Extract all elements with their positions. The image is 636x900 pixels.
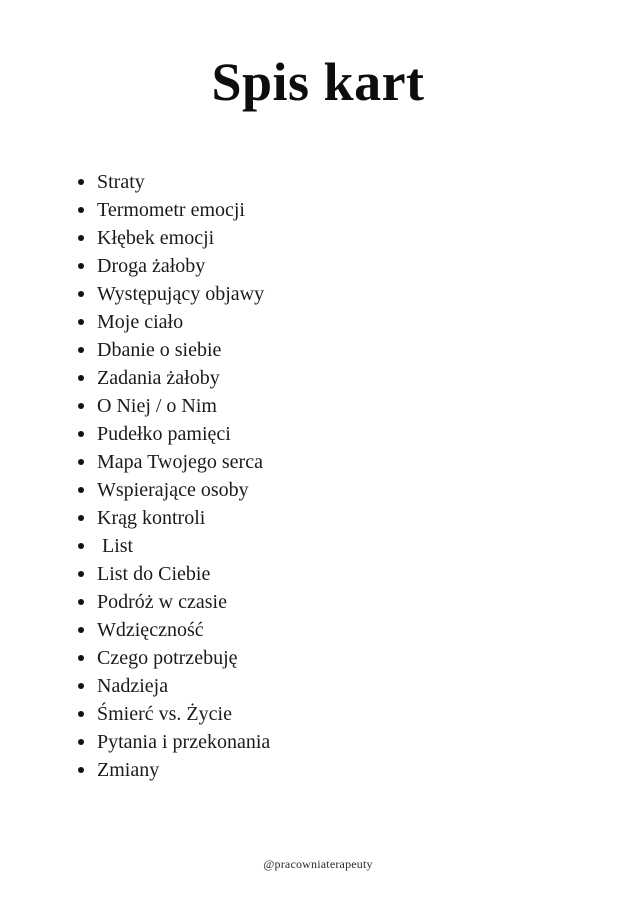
list-item-label: Czego potrzebuję [97, 646, 238, 669]
bullet-icon [78, 599, 84, 605]
bullet-icon [78, 459, 84, 465]
list-item [78, 476, 596, 504]
bullet-icon [78, 431, 84, 437]
list-item [78, 420, 596, 448]
bullet-icon [78, 767, 84, 773]
list-item-label: Droga żałoby [97, 254, 206, 277]
list-item [78, 196, 596, 224]
list-item-label: Pudełko pamięci [97, 422, 231, 445]
list-item [78, 700, 596, 728]
list-item-label: Śmierć vs. Życie [97, 702, 232, 725]
list-item-label: Termometr emocji [97, 198, 245, 221]
bullet-icon [78, 739, 84, 745]
list-item-label: Straty [97, 170, 145, 193]
list-item-label: Wspierające osoby [97, 478, 249, 501]
list-item [78, 280, 596, 308]
bullet-icon [78, 403, 84, 409]
list-item [78, 532, 596, 560]
list-item-label: Mapa Twojego serca [97, 450, 263, 473]
list-item [78, 504, 596, 532]
list-item-label: List [97, 534, 134, 557]
list-item [78, 756, 596, 784]
list-item-label: Wdzięczność [97, 618, 204, 641]
bullet-icon [78, 291, 84, 297]
bullet-icon [78, 655, 84, 661]
list-item [78, 308, 596, 336]
list-item [78, 448, 596, 476]
list-item [78, 560, 596, 588]
list-item-label: Krąg kontroli [97, 506, 206, 529]
bullet-icon [78, 263, 84, 269]
list-item-label: Zmiany [97, 758, 160, 781]
list-item [78, 392, 596, 420]
list-item-label: O Niej / o Nim [97, 394, 217, 417]
list-item [78, 588, 596, 616]
list-item [78, 728, 596, 756]
bullet-icon [78, 487, 84, 493]
bullet-icon [78, 515, 84, 521]
list-item-label: Kłębek emocji [97, 226, 215, 249]
bullet-icon [78, 235, 84, 241]
list-item [78, 672, 596, 700]
bullet-icon [78, 319, 84, 325]
list-item-label: Podróż w czasie [97, 590, 227, 613]
bullet-icon [78, 571, 84, 577]
list-item [78, 616, 596, 644]
bullet-icon [78, 543, 84, 549]
list-item-label: Dbanie o siebie [97, 338, 222, 361]
bullet-icon [78, 627, 84, 633]
bullet-icon [78, 347, 84, 353]
list-item [78, 364, 596, 392]
bullet-icon [78, 207, 84, 213]
page-title: Spis kart [211, 52, 425, 112]
bullet-icon [78, 683, 84, 689]
list-item [78, 644, 596, 672]
list-item-label: Nadzieja [97, 674, 169, 697]
list-item-label: Pytania i przekonania [97, 730, 271, 753]
list-item-label: Zadania żałoby [97, 366, 220, 389]
list-item [78, 336, 596, 364]
list-item-label: List do Ciebie [97, 562, 211, 585]
list-item-label: Moje ciało [97, 310, 184, 333]
bullet-icon [78, 375, 84, 381]
bullet-icon [78, 711, 84, 717]
list-item-label: Występujący objawy [97, 282, 265, 305]
card-list [78, 168, 596, 784]
list-item [78, 252, 596, 280]
footer-handle: @pracowniaterapeuty [263, 857, 373, 871]
bullet-icon [78, 179, 84, 185]
list-item [78, 224, 596, 252]
list-item [78, 168, 596, 196]
